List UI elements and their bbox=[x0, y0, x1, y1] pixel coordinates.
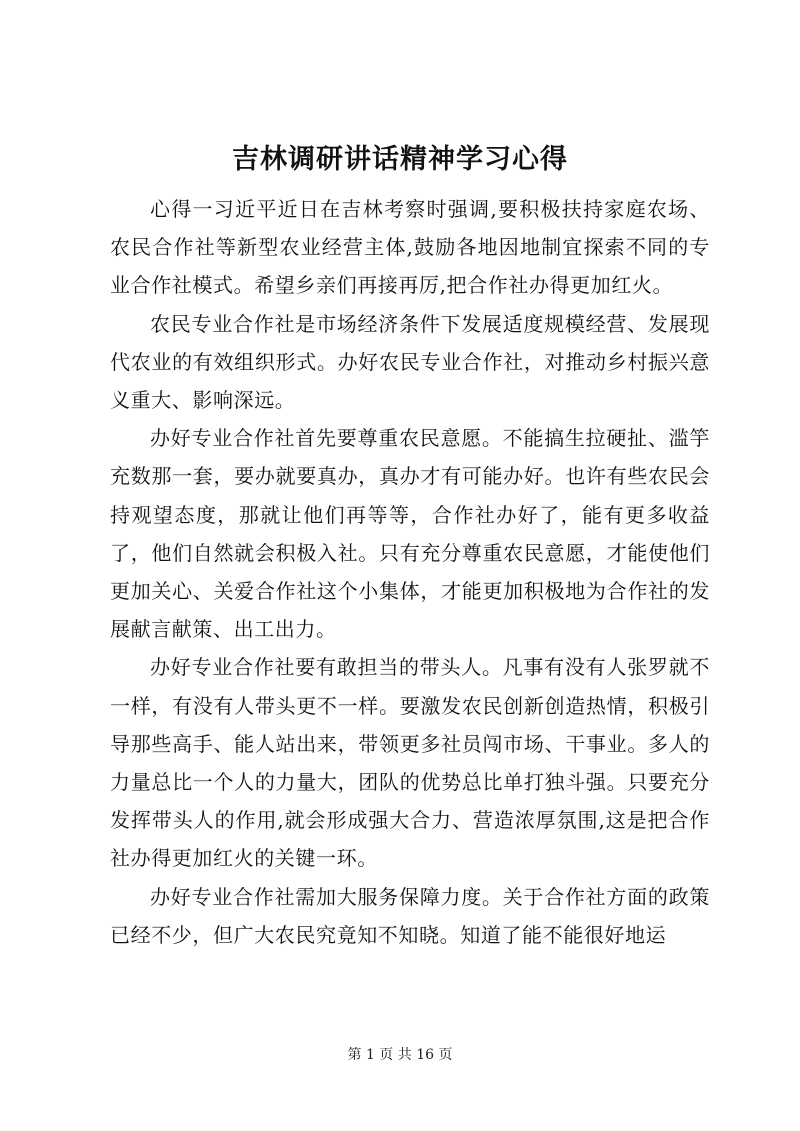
paragraph-3: 办好专业合作社首先要尊重农民意愿。不能搞生拉硬扯、滥竽充数那一套，要办就要真办，真办才有可能办好。也许有些农民会持观望态度，那就让他们再等等，合作社办好了，能有更多收益了，他们自然就会积极入社。只有充分尊重农民意愿，才能使他们更加关心、关爱合作社这个小集体，才能更加积极地为合作社的发展献言献策、出工出力。 bbox=[110, 426, 710, 642]
document-body bbox=[110, 190, 710, 954]
paragraph-4: 办好专业合作社要有敢担当的带头人。凡事有没有人张罗就不一样，有没有人带头更不一样。要激发农民创新创造热情，积极引导那些高手、能人站出来，带领更多社员闯市场、干事业。多人的力量总比一个人的力量大，团队的优势总比单打独斗强。只要充分发挥带头人的作用,就会形成强大合力、营造浓厚氛围,这是把合作社办得更加红火的关键一环。 bbox=[110, 655, 710, 871]
paragraph-1: 心得一习近平近日在吉林考察时强调,要积极扶持家庭农场、农民合作社等新型农业经营主体,鼓励各地因地制宜探索不同的专业合作社模式。希望乡亲们再接再厉,把合作社办得更加红火。 bbox=[110, 197, 710, 298]
paragraph-5: 办好专业合作社需加大服务保障力度。关于合作社方面的政策已经不少，但广大农民究竟知不知晓。知道了能不能很好地运 bbox=[110, 884, 710, 947]
document-title: 吉林调研讲话精神学习心得 bbox=[232, 144, 568, 175]
paragraph-2: 农民专业合作社是市场经济条件下发展适度规模经营、发展现代农业的有效组织形式。办好农民专业合作社，对推动乡村振兴意义重大、影响深远。 bbox=[110, 311, 710, 413]
page-number-footer: 第 1 页 共 16 页 bbox=[347, 1047, 453, 1063]
